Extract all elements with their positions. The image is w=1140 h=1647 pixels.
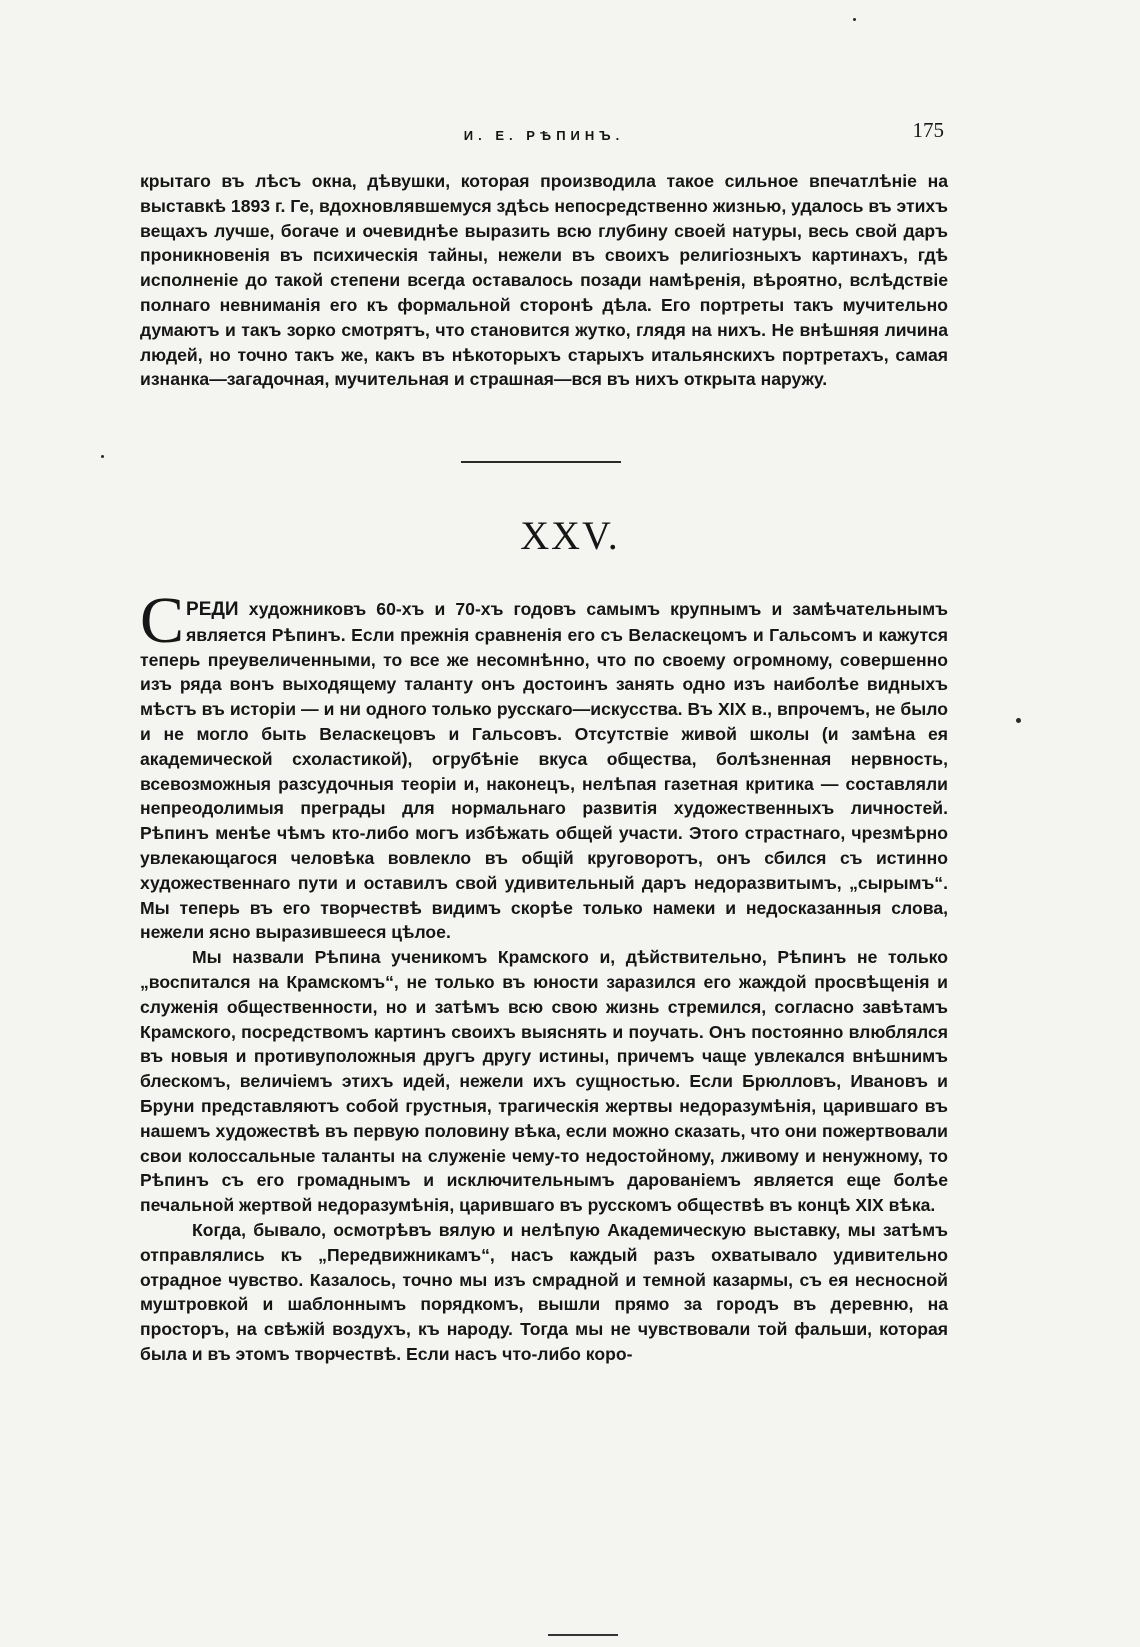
paragraph-1-text: художниковъ 60-хъ и 70-хъ годовъ самымъ крупнымъ и замѣчательнымъ является Рѣпинъ. Если прежнія сравненія его съ Веласкецомъ и Гальсомъ и кажутся теперь преувеличенными, то все же несомнѣнно, что по своему огромному, совершенно изъ ряда вонъ выходящему таланту онъ достоинъ занять одно изъ наиболѣе видныхъ мѣстъ въ исторіи — и ни одного только русскаго—искусства. Въ XIX в., впрочемъ, не было и не могло быть Веласкецовъ и Гальсовъ. Отсутствіе живой школы (и замѣна ея академической схоластикой), огрубѣніе вкуса общества, болѣзненная нервность, всевозможныя разсудочныя теоріи и, наконецъ, нелѣпая газетная критика — составляли непреодолимыя преграды для нормальнаго развитія художественныхъ личностей. Рѣпинъ менѣе чѣмъ кто-либо могъ избѣжать общей участи. Этого страстнаго, чрезмѣрно увлекающагося человѣка вовлекло въ общій круговоротъ, онъ сбился съ истинно художественнаго пути и оставилъ свой удивительный даръ недоразвитымъ, „сырымъ“. Мы теперь въ его творчествѣ видимъ скорѣе только намеки и недосказанныя слова, нежели ясно выразившееся цѣлое. <box>140 599 948 943</box>
running-title: И. Е. РѢПИНЪ. <box>463 128 625 143</box>
drop-cap: С <box>140 584 185 657</box>
lead-word: РЕДИ <box>186 599 239 620</box>
running-header <box>140 118 948 158</box>
bottom-mark <box>548 1634 618 1636</box>
chapter-paragraph-1 <box>140 584 948 945</box>
continuation-block <box>140 169 948 392</box>
chapter-heading: XXV. <box>520 513 620 558</box>
section-divider <box>461 461 621 463</box>
scan-speck <box>853 18 856 21</box>
scan-speck <box>101 455 104 458</box>
scan-speck <box>1016 718 1021 723</box>
continuation-paragraph: крытаго въ лѣсъ окна, дѣвушки, которая производила такое сильное впечатлѣніе на выставкѣ 1893 г. Ге, вдохновлявшемуся здѣсь непосредственно жизнью, удалось въ этихъ вещахъ лучше, богаче и очевиднѣе выразить всю глубину своей натуры, весь свой даръ проникновенія въ психическія тайны, нежели въ своихъ религіозныхъ картинахъ, гдѣ исполненіе до такой степени всегда оставалось позади намѣренія, вѣроятно, вслѣдствіе полнаго невниманія его къ формальной сторонѣ дѣла. Его портреты такъ мучительно думаютъ и такъ зорко смотрятъ, что становится жутко, глядя на нихъ. Не внѣшняя личина людей, но точно такъ же, какъ въ нѣкоторыхъ старыхъ итальянскихъ портретахъ, самая изнанка—загадочная, мучительная и страшная—вся въ нихъ открыта наружу. <box>140 171 948 390</box>
page-number: 175 <box>912 118 944 142</box>
chapter-paragraph-3: Когда, бывало, осмотрѣвъ вялую и нелѣпую Академическую выставку, мы затѣмъ отправлялись къ „Передвижникамъ“, насъ каждый разъ охватывало удивительно отрадное чувство. Казалось, точно мы изъ смрадной и темной казармы, съ ея несносной муштровкой и шаблоннымъ порядкомъ, вышли прямо за городъ въ деревню, на просторъ, на свѣжій воздухъ, къ народу. Тогда мы не чувствовали той фальши, которая была и въ этомъ творчествѣ. Если насъ что-либо коро- <box>140 1219 948 1364</box>
chapter-paragraph-2: Мы назвали Рѣпина ученикомъ Крамского и, дѣйствительно, Рѣпинъ не только „воспитался на Крамскомъ“, не только въ юности заразился его жаждой просвѣщенія и служенія общественности, но и затѣмъ всю свою жизнь стремился, согласно завѣтамъ Крамского, посредствомъ картинъ своихъ выяснять и поучать. Онъ постоянно влюблялся въ новыя и противуположныя другъ другу истины, причемъ чаще увлекался внѣшнимъ блескомъ, величіемъ этихъ идей, нежели ихъ сущностью. Если Брюлловъ, Ивановъ и Бруни представляютъ собой грустныя, трагическія жертвы недоразумѣнія, царившаго въ нашемъ художествѣ въ первую половину вѣка, если можно сказать, что они пожертвовали свои колоссальные таланты на служеніе чему-то недостойному, лживому и ненужному, то Рѣпинъ съ его громаднымъ и исключительнымъ дарованіемъ является еще болѣе печальной жертвой недоразумѣнія, царившаго въ русскомъ обществѣ въ концѣ XIX вѣка. <box>140 947 948 1216</box>
chapter-body <box>140 584 948 1367</box>
